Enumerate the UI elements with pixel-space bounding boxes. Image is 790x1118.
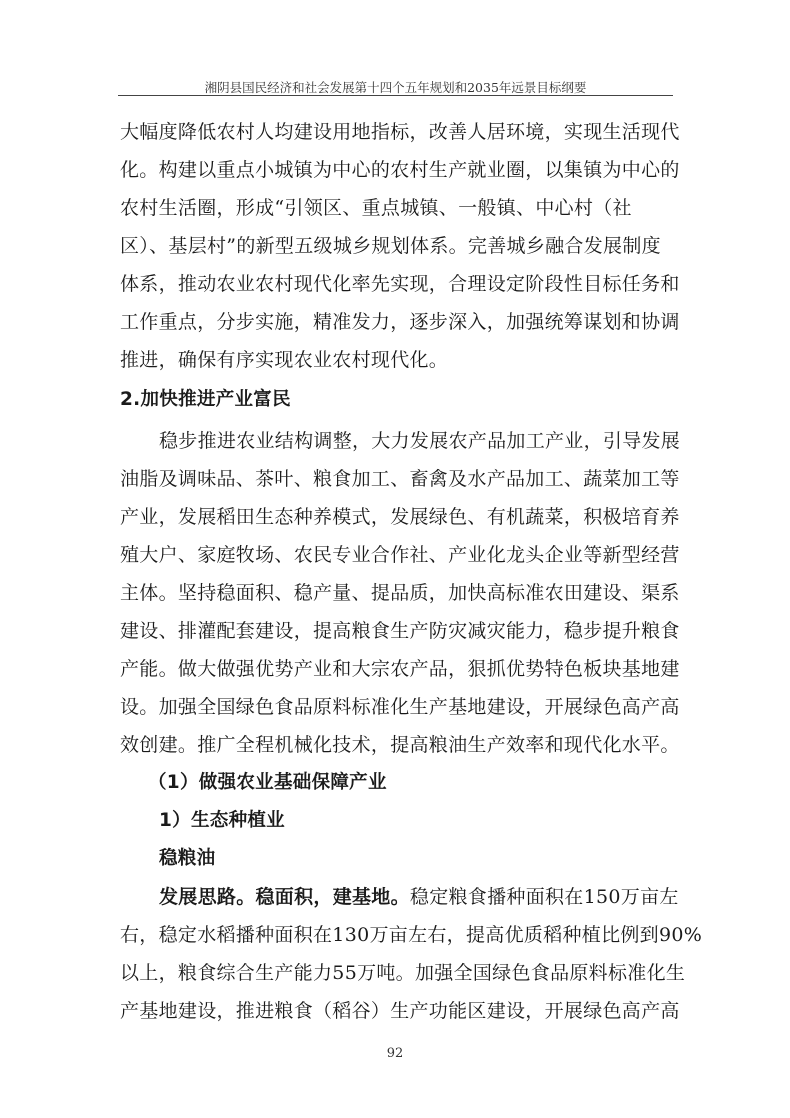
paragraph-line: 产业，发展稻田生态种养模式，发展绿色、有机蔬菜，积极培育养 xyxy=(120,506,680,528)
paragraph-line: 工作重点，分步实施，精准发力，逐步深入，加强统筹谋划和协调 xyxy=(120,311,680,333)
page-number: 92 xyxy=(386,1046,404,1061)
paragraph-line: 体系，推动农业农村现代化率先实现，合理设定阶段性目标任务和 xyxy=(120,273,680,295)
subsection-heading: （1）做强农业基础保障产业 xyxy=(148,772,387,793)
paragraph-line: 油脂及调味品、茶叶、粮食加工、畜禽及水产品加工、蔬菜加工等 xyxy=(120,468,680,490)
lead-phrase: 发展思路。稳面积，建基地。 xyxy=(159,886,410,908)
paragraph-line: 稳步推进农业结构调整，大力发展农产品加工产业，引导发展 xyxy=(159,430,681,452)
paragraph-line: 推进，确保有序实现农业农村现代化。 xyxy=(120,349,449,371)
paragraph-line: 区）、基层村”的新型五级城乡规划体系。完善城乡融合发展制度 xyxy=(120,235,661,257)
paragraph-line: 右，稳定水稻播种面积在130万亩左右，提高优质稻种植比例到90% xyxy=(120,924,703,946)
paragraph-line: 化。构建以重点小城镇为中心的农村生产就业圈，以集镇为中心的 xyxy=(120,159,680,181)
topic-heading: 稳粮油 xyxy=(159,848,216,869)
paragraph-line: 建设、排灌配套建设，提高粮食生产防灾减灾能力，稳步提升粮食 xyxy=(120,620,680,642)
paragraph-line: 农村生活圈，形成“引领区、重点城镇、一般镇、中心村（社 xyxy=(120,197,632,219)
lead-rest: 稳定粮食播种面积在150万亩左 xyxy=(409,886,679,908)
paragraph-line: 设。加强全国绿色食品原料标准化生产基地建设，开展绿色高产高 xyxy=(120,696,680,718)
section-heading: 2.加快推进产业富民 xyxy=(120,389,291,410)
running-header: 湘阴县国民经济和社会发展第十四个五年规划和2035年远景目标纲要 xyxy=(204,80,587,95)
header-divider xyxy=(118,95,673,96)
paragraph-line: 主体。坚持稳面积、稳产量、提品质，加快高标准农田建设、渠系 xyxy=(120,582,680,604)
paragraph-line: 产能。做大做强优势产业和大宗农产品，狠抓优势特色板块基地建 xyxy=(120,658,680,680)
subsubsection-heading: 1）生态种植业 xyxy=(159,810,285,831)
paragraph-line: 殖大户、家庭牧场、农民专业合作社、产业化龙头企业等新型经营 xyxy=(120,544,680,566)
paragraph-line: 以上，粮食综合生产能力55万吨。加强全国绿色食品原料标准化生 xyxy=(120,962,686,984)
paragraph-line xyxy=(159,884,679,910)
paragraph-line: 产基地建设，推进粮食（稻谷）生产功能区建设，开展绿色高产高 xyxy=(120,1000,680,1022)
paragraph-line: 效创建。推广全程机械化技术，提高粮油生产效率和现代化水平。 xyxy=(120,734,680,756)
paragraph-line: 大幅度降低农村人均建设用地指标，改善人居环境，实现生活现代 xyxy=(120,121,680,143)
